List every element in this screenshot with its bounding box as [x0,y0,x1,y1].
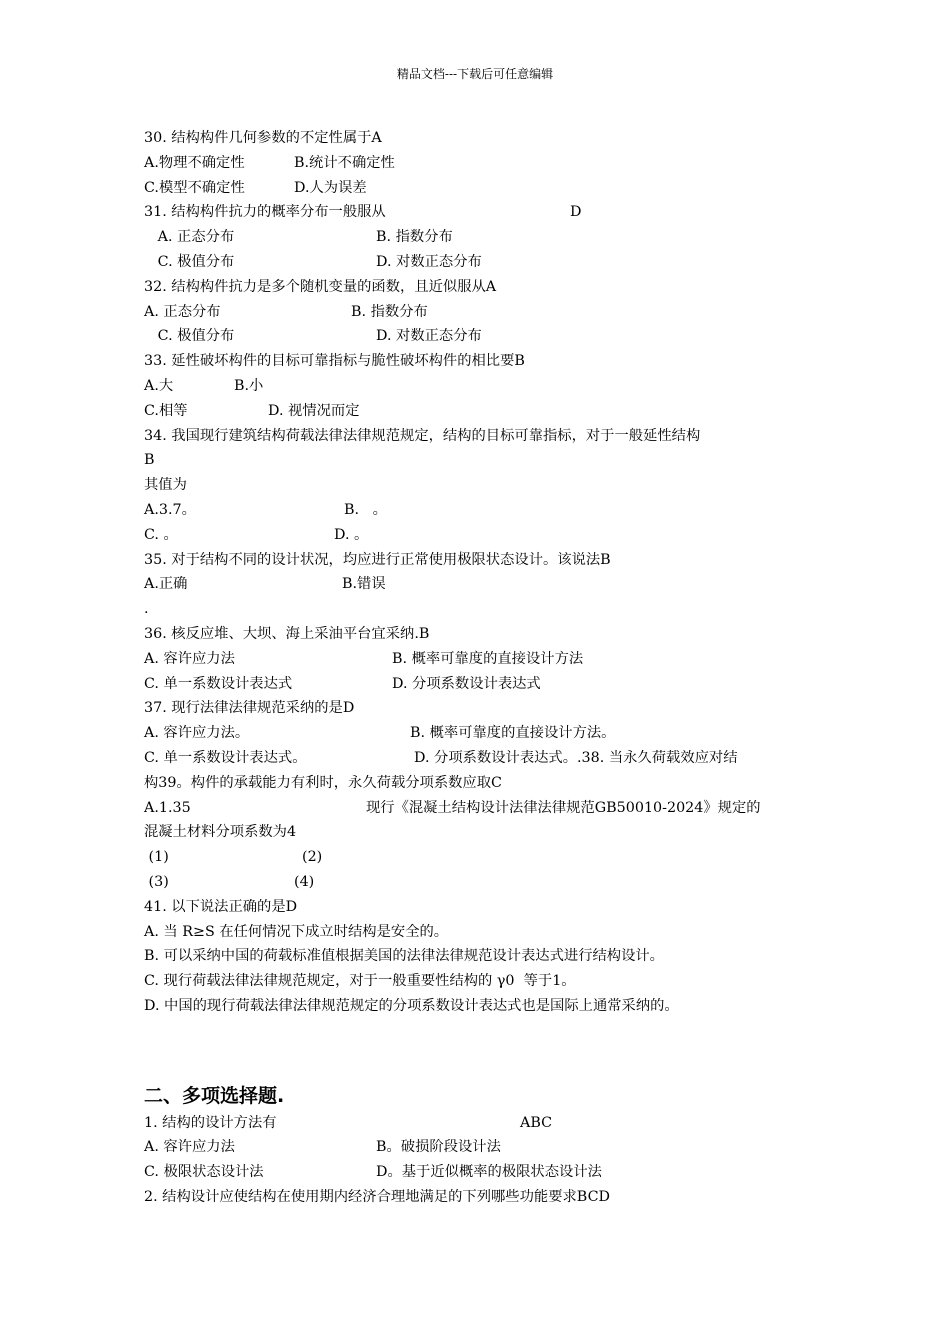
line-text: A.正确 [144,576,188,593]
q-line [144,572,814,597]
q-line [144,771,814,796]
q-line [144,820,814,845]
q-line [144,225,814,250]
line-text: 37. 现行法律法律规范采纳的是D [144,700,355,717]
section-gap [144,1019,814,1081]
line-text: 30. 结构构件几何参数的不定性属于A [144,130,382,146]
line-text-col2: D.人为误差 [294,179,367,196]
s2-line [144,1111,814,1136]
q-line [144,548,814,573]
line-text-col2: B。破损阶段设计法 [376,1139,501,1156]
line-text: 其值为 [144,477,187,494]
question-list [144,126,814,1019]
line-text-col2: D [570,204,582,221]
line-text: A. 正态分布 [144,229,235,246]
line-text: 33. 延性破坏构件的目标可靠指标与脆性破坏构件的相比要B [144,353,525,370]
q-line [144,920,814,945]
line-text: 混凝土材料分项系数为4 [144,824,297,841]
q-line [144,399,814,424]
line-text-col2: B. 概率可靠度的直接设计方法。 [410,725,616,742]
line-text: A. 当 R≥S 在任何情况下成立时结构是安全的。 [144,923,449,940]
q-line [144,746,814,771]
q-line [144,200,814,225]
s2-line [144,1160,814,1185]
q-line [144,622,814,647]
s2-line [144,1185,814,1210]
line-text-col2: B. 指数分布 [376,229,453,246]
s2-line [144,1135,814,1160]
line-text: A.物理不确定性 [144,154,245,171]
q-line [144,473,814,498]
q-line [144,324,814,349]
q-line [144,647,814,672]
line-text: A.大 [144,377,174,394]
line-text-col2: (4) [294,873,315,890]
page-header: 精品文档---下载后可任意编辑 [396,67,554,81]
line-text: C. 单一系数设计表达式 [144,675,293,692]
q-line [144,672,814,697]
line-text-col2: B.统计不确定性 [294,154,395,171]
q-line [144,969,814,994]
q-line [144,870,814,895]
line-text: B [144,452,155,469]
line-text-col2: B.错误 [342,576,386,593]
line-text-col2: B. 。 [344,501,387,518]
q-line [144,374,814,399]
line-text-col2: D. 分项系数设计表达式。.38. 当永久荷载效应对结 [414,749,738,766]
line-text-col2: D。基于近似概率的极限状态设计法 [376,1164,602,1181]
line-text: A.3.7。 [144,501,196,518]
line-text-col2: D. 对数正态分布 [376,328,482,345]
line-text: D. 中国的现行荷载法律法律规范规定的分项系数设计表达式也是国际上通常采纳的。 [144,997,679,1014]
line-text-col2: (2) [302,849,323,866]
q-line [144,796,814,821]
line-text: 36. 核反应堆、大坝、海上采油平台宜采纳.B [144,625,430,642]
line-text-col2: 现行《混凝土结构设计法律法律规范GB50010-2024》规定的 [366,799,761,816]
q-line [144,523,814,548]
line-text: . [144,601,149,618]
q-line [144,696,814,721]
q-line [144,498,814,523]
line-text: A.1.35 [144,799,191,816]
q-line [144,597,814,622]
line-text: C. 现行荷载法律法律规范规定，对于一般重要性结构的 γ0 等于1。 [144,973,576,990]
line-text: A. 正态分布 [144,303,221,320]
line-text-col2: B. 指数分布 [351,303,428,320]
q-line [144,448,814,473]
line-text: C.模型不确定性 [144,179,245,196]
line-text: B. 可以采纳中国的荷载标准值根据美国的法律法律规范设计表达式进行结构设计。 [144,948,664,965]
q-line [144,300,814,325]
q-line [144,176,814,201]
line-text: 1. 结构的设计方法有 [144,1114,277,1131]
q-line [144,349,814,374]
q-line [144,250,814,275]
line-text-col2: D. 。 [334,526,369,543]
q-line [144,994,814,1019]
line-text: A. 容许应力法 [144,1139,235,1156]
q-line [144,424,814,449]
line-text-col2: D. 分项系数设计表达式 [392,675,541,692]
line-text: A. 容许应力法。 [144,725,250,742]
line-text: A. 容许应力法 [144,650,235,667]
multi-choice-list [144,1111,814,1210]
line-text: 2. 结构设计应使结构在使用期内经济合理地满足的下列哪些功能要求BCD [144,1189,610,1206]
q-line [144,845,814,870]
line-text: 35. 对于结构不同的设计状况，均应进行正常使用极限状态设计。该说法B [144,551,611,568]
q-line [144,721,814,746]
q-line [144,275,814,300]
q-line [144,126,814,151]
line-text-col2: D. 对数正态分布 [376,253,482,270]
q-line [144,151,814,176]
line-text: 构39。构件的承载能力有利时，永久荷载分项系数应取C [144,774,502,791]
line-text: 32. 结构构件抗力是多个随机变量的函数，且近似服从A [144,278,497,295]
line-text: C. 。 [144,526,178,543]
line-text: C. 极限状态设计法 [144,1164,264,1181]
line-text-col2: D. 视情况而定 [268,402,360,419]
line-text: C.相等 [144,402,188,419]
line-text: C. 极值分布 [144,328,235,345]
line-text-col2: ABC [520,1114,553,1131]
line-text: 31. 结构构件抗力的概率分布一般服从 [144,204,386,221]
line-text-col2: B.小 [234,377,264,394]
section-title: 二、多项选择题. [144,1084,285,1107]
line-text: 41. 以下说法正确的是D [144,898,298,915]
line-text: C. 极值分布 [144,253,235,270]
line-text-col2: B. 概率可靠度的直接设计方法 [392,650,584,667]
q-line [144,944,814,969]
line-text: (1) [144,849,169,866]
q-line [144,895,814,920]
line-text: C. 单一系数设计表达式。 [144,749,307,766]
line-text: (3) [144,873,169,890]
line-text: 34. 我国现行建筑结构荷载法律法律规范规定，结构的目标可靠指标，对于一般延性结构 [144,427,701,444]
document-body [144,126,814,1210]
